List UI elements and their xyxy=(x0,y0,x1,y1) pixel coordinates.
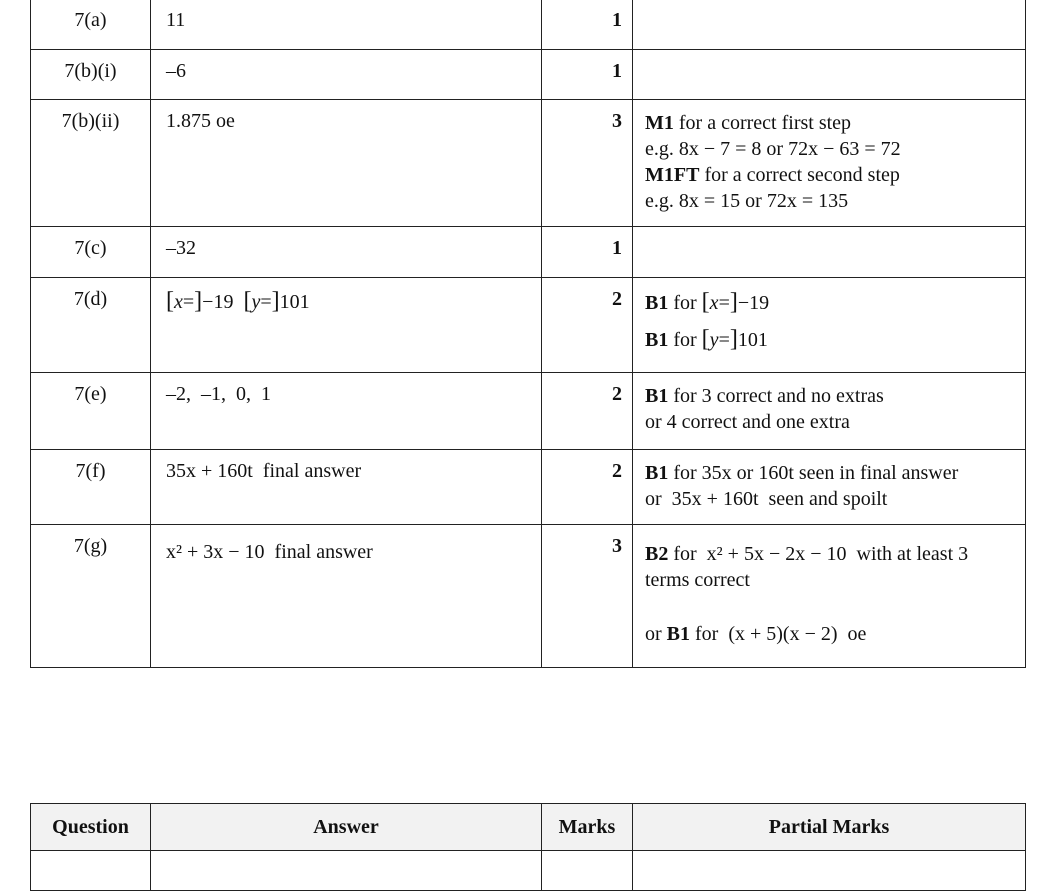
partial-line: terms correct xyxy=(645,569,750,591)
header-partial-marks: Partial Marks xyxy=(633,804,1026,851)
question-cell: 7(c) xyxy=(31,227,151,278)
question-cell: 7(b)(ii) xyxy=(31,100,151,227)
partial-line: e.g. 8x = 15 or 72x = 135 xyxy=(645,190,849,212)
answer-cell: 35x + 160t final answer xyxy=(151,450,542,525)
table-row xyxy=(31,373,1026,450)
answer-cell: 1.875 oe xyxy=(151,100,542,227)
answer-cell: x² + 3x − 10 final answer xyxy=(151,525,542,668)
table-row xyxy=(31,278,1026,373)
partial-marks-cell xyxy=(633,0,1026,50)
table-row xyxy=(31,227,1026,278)
marks-cell: 1 xyxy=(542,0,633,50)
marks-cell: 1 xyxy=(542,50,633,100)
partial-marks-cell xyxy=(633,373,1026,450)
header-question: Question xyxy=(31,804,151,851)
marks-cell: 2 xyxy=(542,450,633,525)
table-row xyxy=(31,525,1026,668)
answer-cell: –2, –1, 0, 1 xyxy=(151,373,542,450)
question-cell: 7(e) xyxy=(31,373,151,450)
answer-cell: –6 xyxy=(151,50,542,100)
question-cell: 7(g) xyxy=(31,525,151,668)
marks-cell: 2 xyxy=(542,278,633,373)
header-marks: Marks xyxy=(542,804,633,851)
question-cell: 7(b)(i) xyxy=(31,50,151,100)
marks-cell: 3 xyxy=(542,100,633,227)
partial-marks-cell xyxy=(633,227,1026,278)
partial-line: e.g. 8x − 7 = 8 or 72x − 63 = 72 xyxy=(645,138,901,160)
partial-line: B2 for x² + 5x − 2x − 10 with at least 3 xyxy=(645,543,969,565)
header-row xyxy=(31,804,1026,851)
partial-line: or 35x + 160t seen and spoilt xyxy=(645,488,888,510)
partial-marks-cell xyxy=(633,100,1026,227)
table-row xyxy=(31,50,1026,100)
marks-cell: 1 xyxy=(542,227,633,278)
answer-cell: 11 xyxy=(151,0,542,50)
table-row xyxy=(31,450,1026,525)
table-row xyxy=(31,0,1026,50)
table-row xyxy=(31,100,1026,227)
question-cell: 7(f) xyxy=(31,450,151,525)
mark-scheme-header-table xyxy=(30,803,1026,891)
partial-line: B1 for 35x or 160t seen in final answer xyxy=(645,462,959,484)
partial-line: B1 for 3 correct and no extras xyxy=(645,385,884,407)
partial-line: B1 for [y=]101 xyxy=(645,326,768,352)
marks-cell: 3 xyxy=(542,525,633,668)
partial-line: or B1 for (x + 5)(x − 2) oe xyxy=(645,623,867,645)
mark-scheme-table xyxy=(30,0,1026,668)
question-cell: 7(a) xyxy=(31,0,151,50)
partial-marks-cell xyxy=(633,525,1026,668)
partial-line: M1FT for a correct second step xyxy=(645,164,900,186)
partial-marks-cell xyxy=(633,278,1026,373)
question-cell: 7(d) xyxy=(31,278,151,373)
answer-cell: –32 xyxy=(151,227,542,278)
partial-marks-cell xyxy=(633,50,1026,100)
partial-line: B1 for [x=]−19 xyxy=(645,289,770,315)
partial-marks-cell xyxy=(633,450,1026,525)
partial-line: or 4 correct and one extra xyxy=(645,411,850,433)
marks-cell: 2 xyxy=(542,373,633,450)
header-answer: Answer xyxy=(151,804,542,851)
partial-line: M1 for a correct first step xyxy=(645,112,852,134)
answer-cell: [x=]−19 [y=]101 xyxy=(151,278,542,373)
